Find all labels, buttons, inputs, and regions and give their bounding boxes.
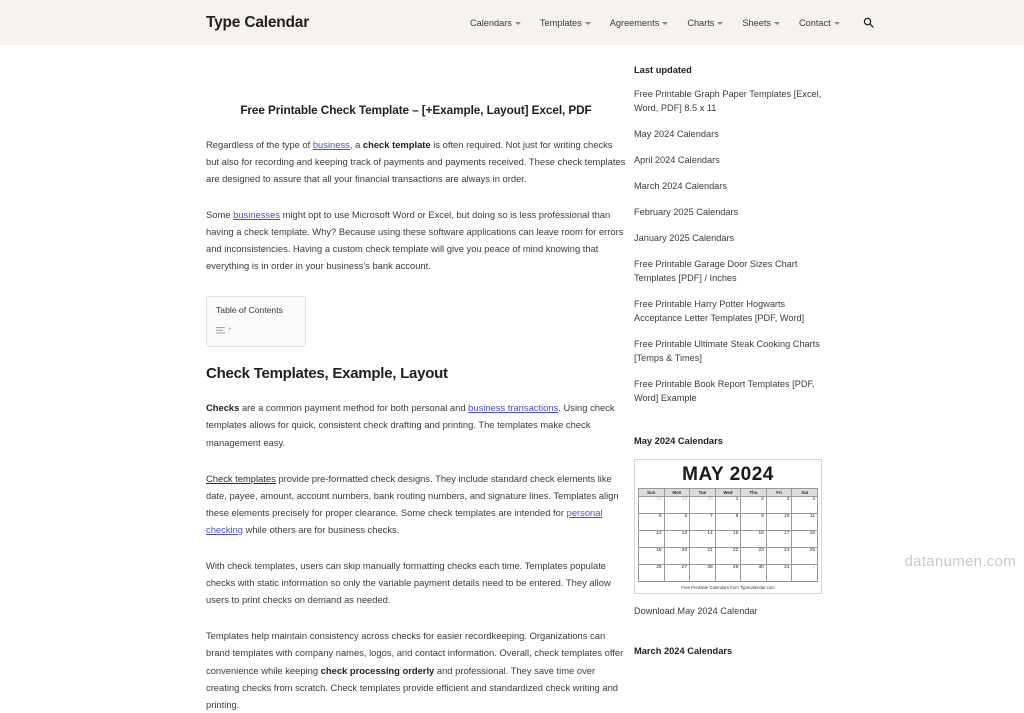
paragraph-check-templates [206, 470, 626, 538]
paragraph-intro-1 [206, 136, 626, 187]
link-business-transactions[interactable]: business transactions [468, 402, 559, 414]
nav-label: Charts [687, 17, 715, 28]
calendar-day-cell: 2 [741, 497, 767, 514]
calendar-dayname: Mon [664, 489, 690, 497]
chevron-down-icon [717, 22, 723, 25]
section-heading: Check Templates, Example, Layout [206, 365, 448, 383]
calendar-day-cell: 13 [664, 531, 690, 548]
calendar-day-cell: 7 [690, 514, 716, 531]
text-fragment: and professional. They save time over creating checks from scratch. Check templates provide efficient and standardized check writing and printing. [206, 664, 619, 710]
sidebar-item-garage-door[interactable]: Free Printable Garage Door Sizes Chart Templates [PDF] / Inches [634, 258, 798, 283]
nav-label: Contact [798, 17, 831, 28]
link-check-templates[interactable]: Check templates [206, 472, 276, 484]
sidebar-item-graph-paper[interactable]: Free Printable Graph Paper Templates [Excel, Word, PDF] 8.5 x 11 [634, 89, 822, 113]
calendar-day-cell: 14 [690, 531, 716, 548]
text-fragment: Some [206, 208, 234, 220]
nav-item-templates[interactable] [540, 18, 591, 28]
sidebar [634, 45, 834, 713]
calendar-day-cell: 16 [741, 531, 767, 548]
text-fragment: Templates help maintain consistency across checks for easier recordkeeping. Organizations can brand templates with company names, logos, and contact information. Overall, check templates offer convenience while keeping [206, 630, 624, 676]
sidebar-heading-last-updated: Last updated [634, 65, 692, 75]
calendar-day-cell: 9 [741, 514, 767, 531]
sidebar-item-march-2024[interactable]: March 2024 Calendars [634, 180, 727, 191]
calendar-day-cell: 31 [766, 565, 792, 582]
calendar-day-cell: 29 [664, 497, 690, 514]
text-fragment: provide pre-formatted check designs. They include standard check elements like date, payee, amount, account numbers, bank routing numbers, and signature lines. Templates align these elements precisely for proper clearance. Some check templates are intended for [206, 472, 619, 518]
nav-label: Calendars [470, 17, 512, 28]
calendar-day-cell: 24 [766, 548, 792, 565]
calendar-day-cell: 21 [690, 548, 716, 565]
nav-item-sheets[interactable] [742, 18, 780, 28]
calendar-download-caption[interactable]: Download May 2024 Calendar [634, 606, 758, 617]
chevron-down-icon [774, 22, 780, 25]
bold-checks: Checks [206, 402, 240, 414]
calendar-day-cell: 20 [664, 548, 690, 565]
sidebar-item-harry-potter[interactable]: Free Printable Harry Potter Hogwarts Acceptance Letter Templates [PDF, Word] [634, 298, 805, 323]
calendar-week-row [639, 514, 818, 531]
toc-expand-toggle[interactable]: + [228, 327, 232, 334]
chevron-down-icon [834, 22, 840, 25]
calendar-day-cell: 28 [690, 565, 716, 582]
bold-check-processing-orderly: check processing orderly [320, 664, 435, 676]
list-icon [216, 321, 225, 339]
calendar-day-cell: 17 [766, 531, 792, 548]
table-of-contents-box[interactable] [206, 296, 306, 347]
calendar-title: MAY 2024 [682, 463, 774, 485]
sidebar-item-january-2025[interactable]: January 2025 Calendars [634, 232, 735, 243]
paragraph-intro-2 [206, 206, 626, 274]
bold-check-template: check template [362, 138, 431, 150]
chevron-down-icon [585, 22, 591, 25]
paragraph-formatting: With check templates, users can skip manually formatting checks each time. Templates populate checks with static information so only the variable payment details need to be entered. They allow users to print checks on demand as needed. [206, 560, 611, 606]
calendar-image-may-2024[interactable] [634, 459, 822, 595]
link-personal-checking[interactable]: personal checking [206, 506, 603, 535]
paragraph-checks [206, 399, 626, 450]
calendar-week-row [639, 548, 818, 565]
calendar-footer-credit: Free Printable Calendars from Typecalendar.com [681, 585, 775, 591]
chevron-down-icon [515, 22, 521, 25]
calendar-day-cell: 23 [741, 548, 767, 565]
sidebar-item-may-2024[interactable]: May 2024 Calendars [634, 128, 719, 139]
nav-item-calendars[interactable] [470, 18, 521, 28]
calendar-day-cell: 11 [792, 514, 818, 531]
nav-label: Templates [539, 17, 582, 28]
calendar-day-cell: 5 [639, 514, 665, 531]
calendar-header-row [639, 489, 818, 497]
main-navigation [470, 0, 874, 45]
sidebar-item-february-2025[interactable]: February 2025 Calendars [634, 206, 739, 217]
nav-item-agreements[interactable] [610, 18, 669, 28]
link-businesses[interactable]: businesses [233, 208, 281, 220]
calendar-dayname: Tue [690, 489, 716, 497]
paragraph-consistency [206, 627, 626, 713]
text-fragment: might opt to use Microsoft Word or Excel, but doing so is less professional than having a check template. Why? Because using these software applications can leave room for errors and inconsistencies. Having a custom check template will give you peace of mind knowing that everything is in order in your business's bank account. [206, 208, 624, 272]
sidebar-item-april-2024[interactable]: April 2024 Calendars [634, 154, 720, 165]
calendar-day-cell: 8 [715, 514, 741, 531]
watermark: datanumen.com [904, 553, 1016, 570]
calendar-body [639, 497, 818, 582]
nav-label: Agreements [609, 17, 660, 28]
nav-item-charts[interactable] [687, 18, 723, 28]
calendar-week-row [639, 497, 818, 514]
chevron-down-icon [662, 22, 668, 25]
text-fragment: is often required. Not just for writing checks but also for recording and keeping track of payments and payments received. These check templates are designed to assure that all your financial transactions are always in order. [206, 138, 626, 184]
text-fragment: Regardless of the type of [206, 138, 313, 150]
calendar-week-row [639, 565, 818, 582]
page-body [0, 45, 1024, 713]
calendar-dayname: Fri [766, 489, 792, 497]
link-business[interactable]: business [312, 138, 350, 150]
calendar-dayname: Sat [792, 489, 818, 497]
calendar-dayname: Wed [715, 489, 741, 497]
text-fragment: . Using check templates allows for quick, consistent check drafting and printing. The templates make check management easy. [206, 402, 615, 448]
calendar-grid [638, 488, 818, 582]
nav-item-contact[interactable] [799, 18, 840, 28]
calendar-day-cell: 4 [792, 497, 818, 514]
calendar-week-row [639, 531, 818, 548]
calendar-day-cell: 30 [690, 497, 716, 514]
search-icon[interactable] [863, 17, 874, 28]
calendar-day-cell: 25 [792, 548, 818, 565]
sidebar-item-steak-charts[interactable]: Free Printable Ultimate Steak Cooking Charts [Temps & Times] [634, 338, 820, 363]
calendar-day-cell: 26 [639, 565, 665, 582]
calendar-dayname: Thu [741, 489, 767, 497]
sidebar-item-book-report[interactable]: Free Printable Book Report Templates [PDF, Word] Example [634, 378, 815, 403]
toc-toggle-row[interactable] [216, 321, 296, 339]
text-fragment: while others are for business checks. [243, 523, 400, 535]
calendar-day-cell: 1 [715, 497, 741, 514]
calendar-day-cell: 22 [715, 548, 741, 565]
calendar-day-cell: 28 [639, 497, 665, 514]
calendar-day-cell: 27 [664, 565, 690, 582]
calendar-day-cell: 30 [741, 565, 767, 582]
calendar-day-cell: 15 [715, 531, 741, 548]
calendar-day-cell: 1 [792, 565, 818, 582]
toc-title: Table of Contents [216, 305, 283, 316]
calendar-dayname: Sun [639, 489, 665, 497]
sidebar-heading-next: March 2024 Calendars [634, 646, 733, 657]
calendar-day-cell: 19 [639, 548, 665, 565]
calendar-day-cell: 12 [639, 531, 665, 548]
nav-label: Sheets [742, 17, 771, 28]
calendar-day-cell: 6 [664, 514, 690, 531]
sidebar-heading-may-2024: May 2024 Calendars [634, 435, 723, 446]
calendar-day-cell: 18 [792, 531, 818, 548]
page-title: Free Printable Check Template – [+Example, Layout] Excel, PDF [240, 103, 592, 117]
article-column [206, 45, 626, 713]
text-fragment: , a [349, 138, 363, 150]
calendar-day-cell: 29 [715, 565, 741, 582]
site-logo[interactable]: Type Calendar [206, 13, 310, 31]
calendar-day-cell: 3 [766, 497, 792, 514]
site-header [0, 0, 1024, 45]
calendar-day-cell: 10 [766, 514, 792, 531]
text-fragment: are a common payment method for both personal and [239, 402, 469, 414]
